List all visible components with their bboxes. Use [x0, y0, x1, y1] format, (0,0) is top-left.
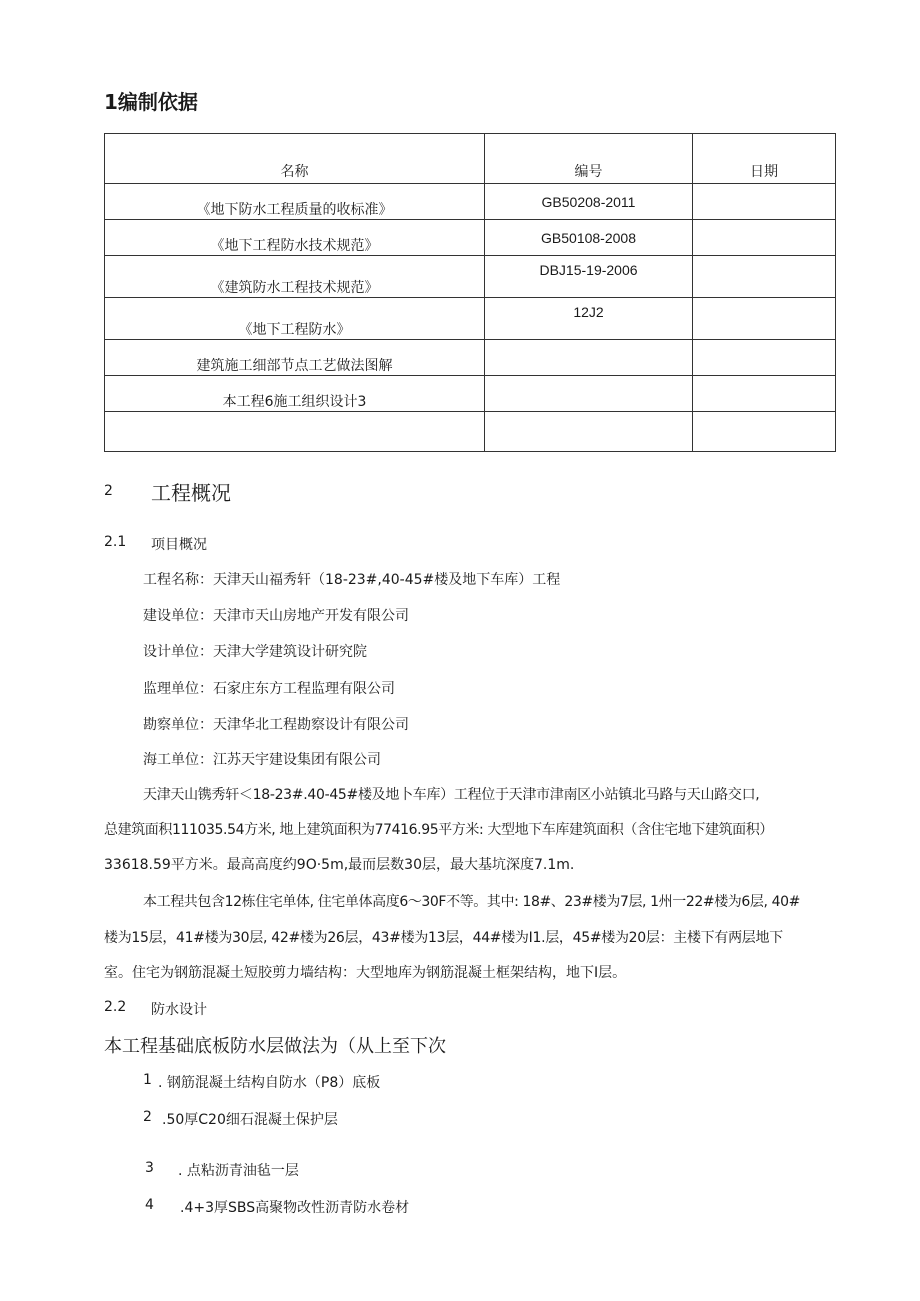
section-number-overview: 2 — [104, 483, 113, 499]
cell-name: 建筑施工细部节点工艺做法图解 — [105, 340, 485, 376]
step-number: 4 — [145, 1197, 154, 1213]
step-text: . 点粘沥青油毡一层 — [178, 1163, 299, 1179]
cell-date — [693, 412, 836, 452]
section-heading-overview: 工程概况 — [151, 481, 231, 505]
cell-name: 《地下防水工程质量的收标准》 — [105, 184, 485, 220]
cell-code — [485, 412, 693, 452]
step-number: 2 — [143, 1109, 152, 1125]
cell-code: GB50208-2011 — [485, 184, 693, 220]
table-row — [105, 298, 836, 340]
cell-name — [105, 412, 485, 452]
table-header-row — [105, 134, 836, 184]
cell-date — [693, 256, 836, 298]
paragraph-location-line: 天津天山镌秀轩＜18-23#.40-45#楼及地卜车库）工程位于天津市津南区小站镇北马路与天山路交口, — [143, 787, 760, 803]
section-heading-basis: 1编制依据 — [104, 90, 198, 114]
cell-name: 《建筑防水工程技术规范》 — [105, 256, 485, 298]
info-supervisor: 监理单位：石家庄东方工程监理有限公司 — [143, 681, 395, 697]
info-surveyor: 勘察单位：天津华北工程勘察设计有限公司 — [143, 717, 409, 733]
table-row — [105, 184, 836, 220]
table-row — [105, 340, 836, 376]
step-number: 3 — [145, 1160, 154, 1176]
column-header-name: 名称 — [105, 134, 485, 184]
cell-name: 《地下工程防水》 — [105, 298, 485, 340]
cell-code — [485, 340, 693, 376]
paragraph-location-line: 总建筑面积111035.54方米, 地上建筑面积为77416.95平方米: 大型地下车库建筑面积（含住宅地下建筑面积） — [104, 822, 773, 838]
cell-code: 12J2 — [485, 298, 693, 340]
reference-table — [104, 133, 836, 452]
step-number: 1 — [143, 1072, 152, 1088]
cell-code: DBJ15-19-2006 — [485, 256, 693, 298]
cell-date — [693, 298, 836, 340]
cell-date — [693, 376, 836, 412]
column-header-date: 日期 — [693, 134, 836, 184]
cell-name: 本工程6施工组织设计3 — [105, 376, 485, 412]
table-row — [105, 376, 836, 412]
cell-date — [693, 184, 836, 220]
column-header-code: 编号 — [485, 134, 693, 184]
cell-code: GB50108-2008 — [485, 220, 693, 256]
info-project-name: 工程名称：天津天山福秀轩（18-23#,40-45#楼及地下车库）工程 — [143, 572, 561, 588]
table-row — [105, 412, 836, 452]
subsection-number-waterproof: 2.2 — [104, 999, 127, 1015]
subsection-title-project: 项目概况 — [151, 537, 207, 553]
table-row — [105, 220, 836, 256]
cell-name: 《地下工程防水技术规范》 — [105, 220, 485, 256]
table-row — [105, 256, 836, 298]
paragraph-buildings-line: 本工程共包含12栋住宅单体, 住宅单体高度6～30F不等。其中: 18#、23#楼为7层, 1州一22#楼为6层, 40# — [143, 894, 800, 910]
info-designer: 设计单位：天津大学建筑设计研究院 — [143, 644, 367, 660]
subsection-title-waterproof: 防水设计 — [151, 1002, 207, 1018]
step-text: .4+3厚SBS高聚物改性沥青防水卷材 — [180, 1200, 410, 1216]
paragraph-buildings-line: 室。住宅为钢筋混凝土短胶剪力墙结构：大型地库为钢筋混凝土框架结构，地下I层。 — [104, 965, 627, 981]
paragraph-location-line: 33618.59平方米。最高高度约9O·5m,最而层数30层，最大基坑深度7.1m. — [104, 857, 575, 873]
cell-date — [693, 220, 836, 256]
paragraph-buildings-line: 楼为15层，41#楼为30层, 42#楼为26层，43#楼为13层，44#楼为I1.层，45#楼为20层：主楼下有两层地下 — [104, 930, 783, 946]
cell-code — [485, 376, 693, 412]
cell-date — [693, 340, 836, 376]
waterproof-subheading: 本工程基础底板防水层做法为（从上至下次 — [104, 1036, 446, 1057]
info-owner: 建设单位：天津市天山房地产开发有限公司 — [143, 608, 409, 624]
info-contractor: 海工单位：江苏天宇建设集团有限公司 — [143, 752, 381, 768]
step-text: .50厚C20细石混凝土保护层 — [162, 1112, 338, 1128]
subsection-number-project: 2.1 — [104, 534, 127, 550]
step-text: . 钢筋混凝土结构自防水（P8）底板 — [158, 1075, 381, 1091]
